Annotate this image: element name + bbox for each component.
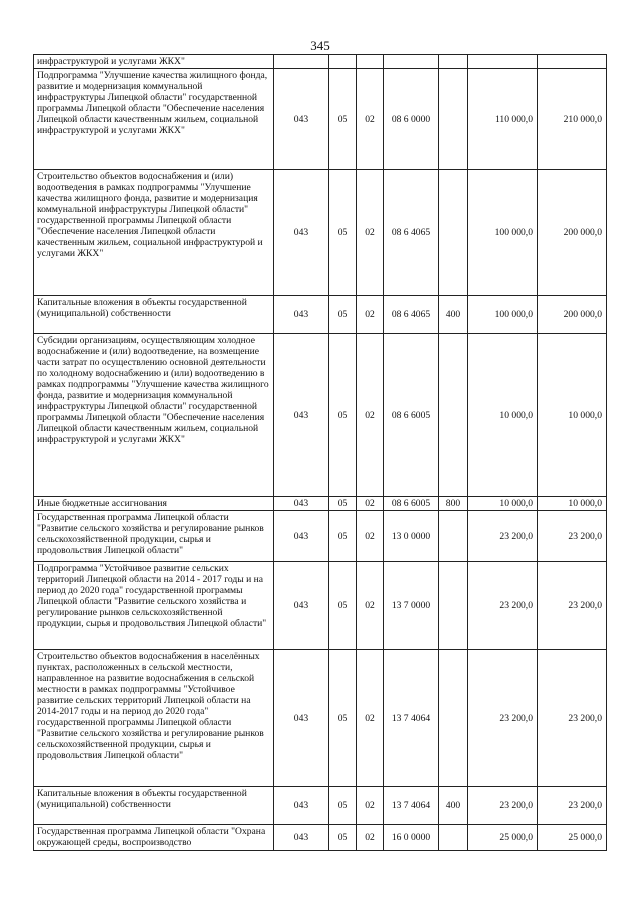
subsection-code: 02 [357, 511, 384, 562]
table-row [34, 650, 607, 787]
expense-type [439, 55, 468, 69]
expense-type [439, 69, 468, 170]
expense-type [439, 170, 468, 296]
ministry-code: 043 [274, 69, 329, 170]
row-name: Государственная программа Липецкой области "Охрана окружающей среды, воспроизводство [34, 825, 274, 851]
section-code: 05 [329, 511, 357, 562]
sum-year-1: 100 000,0 [468, 170, 538, 296]
table-row [34, 334, 607, 497]
expense-type: 800 [439, 497, 468, 511]
target-article: 13 7 4064 [384, 787, 439, 825]
ministry-code: 043 [274, 334, 329, 497]
section-code: 05 [329, 787, 357, 825]
page-number: 345 [310, 38, 330, 53]
sum-year-2: 25 000,0 [538, 825, 607, 851]
table-row [34, 511, 607, 562]
target-article: 13 7 0000 [384, 562, 439, 650]
row-name: Иные бюджетные ассигнования [34, 497, 274, 511]
sum-year-1: 10 000,0 [468, 497, 538, 511]
expense-type [439, 511, 468, 562]
table-row [34, 170, 607, 296]
sum-year-2: 210 000,0 [538, 69, 607, 170]
table-row [34, 497, 607, 511]
section-code: 05 [329, 562, 357, 650]
ministry-code: 043 [274, 511, 329, 562]
row-name: Капитальные вложения в объекты государственной (муниципальной) собственности [34, 787, 274, 825]
section-code: 05 [329, 334, 357, 497]
table-row [34, 825, 607, 851]
section-code: 05 [329, 825, 357, 851]
sum-year-2 [538, 55, 607, 69]
target-article: 08 6 4065 [384, 170, 439, 296]
subsection-code: 02 [357, 334, 384, 497]
expense-type [439, 562, 468, 650]
row-name: Субсидии организациям, осуществляющим холодное водоснабжение и (или) водоотведение, на возмещение части затрат по осуществлению основной деятельности по холодному водоснабжению и (или) водоотведению в рамках подпрограммы "Улучшение качества жилищного фонда, развитие и модернизация коммунальной инфраструктуры Липецкой области" государственной программы Липецкой области "Обеспечение населения Липецкой области качественным жильем, социальной инфраструктурой и услугами ЖКХ" [34, 334, 274, 497]
sum-year-2: 200 000,0 [538, 296, 607, 334]
row-name: Государственная программа Липецкой области "Развитие сельского хозяйства и регулирование рынков сельскохозяйственной продукции, сырья и продовольствия Липецкой области" [34, 511, 274, 562]
sum-year-2: 23 200,0 [538, 787, 607, 825]
ministry-code: 043 [274, 562, 329, 650]
ministry-code: 043 [274, 497, 329, 511]
section-code: 05 [329, 69, 357, 170]
budget-table [33, 54, 607, 851]
section-code: 05 [329, 650, 357, 787]
subsection-code: 02 [357, 296, 384, 334]
sum-year-2: 23 200,0 [538, 562, 607, 650]
target-article: 13 7 4064 [384, 650, 439, 787]
table-row [34, 787, 607, 825]
target-article: 08 6 6005 [384, 334, 439, 497]
table-row [34, 562, 607, 650]
table-row [34, 296, 607, 334]
target-article: 08 6 6005 [384, 497, 439, 511]
sum-year-2: 10 000,0 [538, 334, 607, 497]
sum-year-1: 23 200,0 [468, 787, 538, 825]
ministry-code: 043 [274, 825, 329, 851]
sum-year-1: 23 200,0 [468, 650, 538, 787]
subsection-code: 02 [357, 650, 384, 787]
ministry-code: 043 [274, 650, 329, 787]
section-code: 05 [329, 170, 357, 296]
expense-type [439, 825, 468, 851]
sum-year-1: 25 000,0 [468, 825, 538, 851]
sum-year-1: 100 000,0 [468, 296, 538, 334]
table-row [34, 55, 607, 69]
expense-type [439, 334, 468, 497]
row-name: Подпрограмма "Устойчивое развитие сельских территорий Липецкой области на 2014 - 2017 годы и на период до 2020 года" государственной программы Липецкой области "Развитие сельского хозяйства и регулирование рынков сельскохозяйственной продукции, сырья и продовольствия Липецкой области" [34, 562, 274, 650]
sum-year-1: 23 200,0 [468, 511, 538, 562]
subsection-code: 02 [357, 69, 384, 170]
subsection-code: 02 [357, 170, 384, 296]
subsection-code [357, 55, 384, 69]
subsection-code: 02 [357, 497, 384, 511]
ministry-code [274, 55, 329, 69]
subsection-code: 02 [357, 825, 384, 851]
section-code: 05 [329, 296, 357, 334]
sum-year-2: 23 200,0 [538, 650, 607, 787]
sum-year-1: 23 200,0 [468, 562, 538, 650]
row-name: инфраструктурой и услугами ЖКХ" [34, 55, 274, 69]
section-code: 05 [329, 497, 357, 511]
sum-year-2: 10 000,0 [538, 497, 607, 511]
row-name: Строительство объектов водоснабжения и (или) водоотведения в рамках подпрограммы "Улучшение качества жилищного фонда, развитие и модернизация коммунальной инфраструктуры Липецкой области" государственной программы Липецкой области "Обеспечение населения Липецкой области качественным жильем, социальной инфраструктурой и услугами ЖКХ" [34, 170, 274, 296]
target-article: 16 0 0000 [384, 825, 439, 851]
ministry-code: 043 [274, 787, 329, 825]
subsection-code: 02 [357, 562, 384, 650]
subsection-code: 02 [357, 787, 384, 825]
sum-year-1: 10 000,0 [468, 334, 538, 497]
row-name: Строительство объектов водоснабжения в населённых пунктах, расположенных в сельской местности, направленное на развитие водоснабжения в сельской местности в рамках подпрограммы "Устойчивое развитие сельских территорий Липецкой области на 2014-2017 годы и на период до 2020 года" государственной программы Липецкой области "Развитие сельского хозяйства и регулирование рынков сельскохозяйственной продукции, сырья и продовольствия Липецкой области" [34, 650, 274, 787]
sum-year-1 [468, 55, 538, 69]
table-row [34, 69, 607, 170]
ministry-code: 043 [274, 296, 329, 334]
expense-type: 400 [439, 787, 468, 825]
expense-type: 400 [439, 296, 468, 334]
target-article: 13 0 0000 [384, 511, 439, 562]
target-article [384, 55, 439, 69]
target-article: 08 6 0000 [384, 69, 439, 170]
row-name: Капитальные вложения в объекты государственной (муниципальной) собственности [34, 296, 274, 334]
sum-year-1: 110 000,0 [468, 69, 538, 170]
row-name: Подпрограмма "Улучшение качества жилищного фонда, развитие и модернизация коммунальной инфраструктуры Липецкой области" государственной программы Липецкой области "Обеспечение населения Липецкой области качественным жильем, социальной инфраструктурой и услугами ЖКХ" [34, 69, 274, 170]
sum-year-2: 23 200,0 [538, 511, 607, 562]
section-code [329, 55, 357, 69]
ministry-code: 043 [274, 170, 329, 296]
sum-year-2: 200 000,0 [538, 170, 607, 296]
expense-type [439, 650, 468, 787]
target-article: 08 6 4065 [384, 296, 439, 334]
